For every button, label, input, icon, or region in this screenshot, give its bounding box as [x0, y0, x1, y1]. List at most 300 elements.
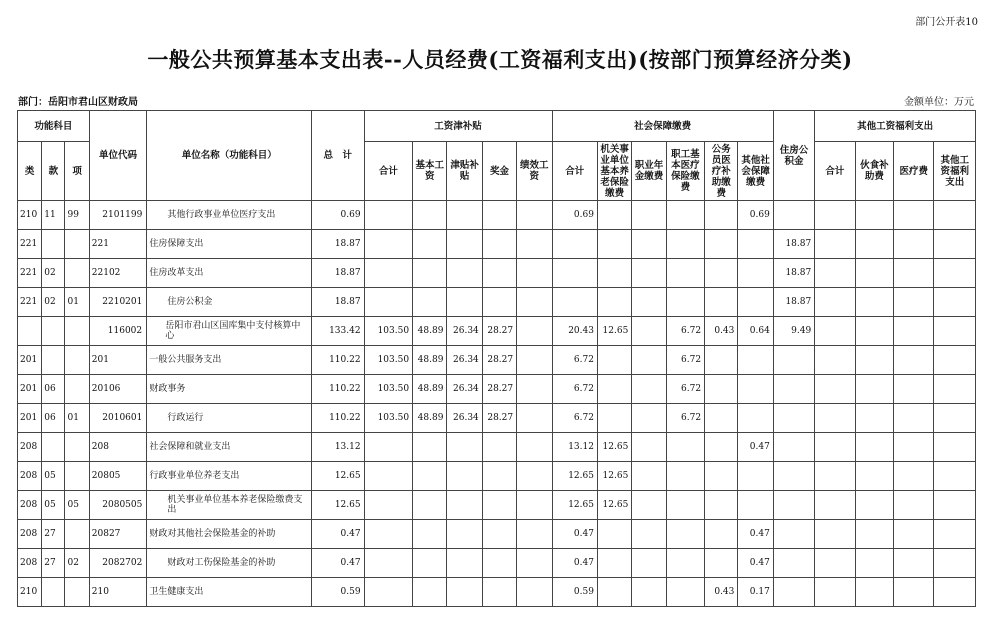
cell-unit-name: 财政对工伤保险基金的补助: [147, 549, 312, 578]
header-housing-fund: 住房公积金: [773, 111, 814, 201]
cell-amount-c14: [855, 317, 893, 346]
cell-amount-total: 0.69: [312, 201, 365, 230]
cell-amount-c12: [773, 375, 814, 404]
cell-amount-c16: [934, 259, 976, 288]
cell-amount-c15: [894, 433, 934, 462]
cell-amount-c14: [855, 549, 893, 578]
header-lei: 类: [18, 142, 42, 201]
cell-unit-name: 卫生健康支出: [147, 578, 312, 607]
cell-amount-c10: [705, 549, 738, 578]
header-unit-name: 单位名称（功能科目）: [147, 111, 312, 201]
cell-amount-c7: [597, 520, 631, 549]
cell-amount-c16: [934, 346, 976, 375]
cell-amount-c9: 6.72: [666, 375, 704, 404]
cell-amount-c4: 28.27: [482, 375, 516, 404]
cell-amount-c5: [517, 375, 552, 404]
cell-unit-code: 2101199: [89, 201, 147, 230]
cell-unit-name: 住房保障支出: [147, 230, 312, 259]
cell-amount-c10: [705, 462, 738, 491]
cell-amount-c6: 0.47: [552, 520, 597, 549]
cell-amount-c10: [705, 230, 738, 259]
cell-amount-c15: [894, 549, 934, 578]
cell-amount-c5: [517, 578, 552, 607]
cell-xiang: 01: [65, 288, 89, 317]
cell-amount-c14: [855, 491, 893, 520]
cell-amount-c16: [934, 201, 976, 230]
cell-amount-c7: 12.65: [597, 433, 631, 462]
cell-amount-c14: [855, 259, 893, 288]
cell-amount-c5: [517, 549, 552, 578]
cell-kuan: [42, 433, 65, 462]
cell-amount-c9: [666, 549, 704, 578]
cell-amount-c12: 18.87: [773, 259, 814, 288]
cell-lei: 201: [18, 346, 42, 375]
header-other-subtotal: 合计: [815, 142, 855, 201]
cell-amount-c11: 0.69: [738, 201, 773, 230]
cell-kuan: 02: [42, 288, 65, 317]
cell-amount-c7: [597, 346, 631, 375]
cell-amount-c11: 0.47: [738, 433, 773, 462]
cell-amount-c8: [632, 433, 666, 462]
cell-amount-c2: 48.89: [413, 317, 447, 346]
cell-amount-c16: [934, 433, 976, 462]
cell-amount-c4: 28.27: [482, 346, 516, 375]
cell-amount-c6: 12.65: [552, 462, 597, 491]
cell-amount-c13: [815, 549, 855, 578]
cell-amount-c11: [738, 288, 773, 317]
header-wage-group: 工资津补贴: [364, 111, 552, 142]
cell-unit-code: 20106: [89, 375, 147, 404]
cell-kuan: 27: [42, 520, 65, 549]
cell-amount-c13: [815, 520, 855, 549]
cell-amount-c4: [482, 491, 516, 520]
cell-unit-code: 22102: [89, 259, 147, 288]
cell-amount-total: 110.22: [312, 346, 365, 375]
cell-amount-c2: [413, 259, 447, 288]
cell-xiang: [65, 259, 89, 288]
cell-amount-total: 12.65: [312, 462, 365, 491]
cell-kuan: 06: [42, 404, 65, 433]
table-row: [18, 520, 976, 549]
table-row: [18, 317, 976, 346]
cell-unit-name: 住房公积金: [147, 288, 312, 317]
cell-amount-c10: 0.43: [705, 317, 738, 346]
cell-amount-c5: [517, 317, 552, 346]
cell-amount-total: 110.22: [312, 404, 365, 433]
cell-amount-c9: [666, 288, 704, 317]
cell-unit-name: 行政事业单位养老支出: [147, 462, 312, 491]
cell-amount-c9: [666, 259, 704, 288]
cell-amount-c11: 0.47: [738, 549, 773, 578]
table-row: [18, 346, 976, 375]
cell-amount-c15: [894, 404, 934, 433]
cell-amount-c10: [705, 491, 738, 520]
cell-lei: 208: [18, 520, 42, 549]
budget-table: [17, 110, 976, 607]
cell-amount-c13: [815, 375, 855, 404]
cell-amount-c14: [855, 346, 893, 375]
cell-amount-c15: [894, 201, 934, 230]
cell-amount-c12: [773, 404, 814, 433]
header-allowance: 津贴补贴: [447, 142, 482, 201]
cell-amount-c8: [632, 375, 666, 404]
header-pension: 机关事业单位基本养老保险缴费: [597, 142, 631, 201]
cell-amount-c13: [815, 201, 855, 230]
cell-kuan: [42, 346, 65, 375]
cell-amount-c16: [934, 491, 976, 520]
cell-amount-c11: [738, 375, 773, 404]
cell-amount-c16: [934, 375, 976, 404]
cell-amount-c13: [815, 491, 855, 520]
cell-amount-c2: [413, 520, 447, 549]
cell-amount-c4: [482, 230, 516, 259]
cell-amount-c1: 103.50: [364, 346, 413, 375]
cell-amount-c3: [447, 230, 482, 259]
cell-amount-c15: [894, 346, 934, 375]
cell-xiang: 05: [65, 491, 89, 520]
header-func-subject: 功能科目: [18, 111, 90, 142]
cell-amount-c12: [773, 578, 814, 607]
cell-amount-c12: [773, 462, 814, 491]
table-row: [18, 230, 976, 259]
cell-amount-c11: [738, 404, 773, 433]
table-row: [18, 259, 976, 288]
cell-amount-c15: [894, 491, 934, 520]
cell-amount-c3: 26.34: [447, 317, 482, 346]
cell-amount-c4: [482, 462, 516, 491]
cell-amount-c7: [597, 230, 631, 259]
cell-amount-c13: [815, 462, 855, 491]
header-other-group: 其他工资福利支出: [815, 111, 976, 142]
cell-amount-c7: 12.65: [597, 491, 631, 520]
cell-amount-c3: [447, 491, 482, 520]
cell-lei: 208: [18, 491, 42, 520]
cell-xiang: [65, 578, 89, 607]
cell-amount-c7: [597, 578, 631, 607]
header-meal-subsidy: 伙食补助费: [855, 142, 893, 201]
header-annuity: 职业年金缴费: [632, 142, 666, 201]
cell-amount-c1: [364, 578, 413, 607]
cell-amount-c3: 26.34: [447, 346, 482, 375]
cell-amount-c3: [447, 201, 482, 230]
form-tag: 部门公开表10: [915, 17, 978, 28]
header-other-social: 其他社会保障缴费: [738, 142, 773, 201]
cell-amount-c2: [413, 578, 447, 607]
cell-amount-c16: [934, 549, 976, 578]
cell-amount-c1: 103.50: [364, 317, 413, 346]
cell-amount-c10: 0.43: [705, 578, 738, 607]
cell-amount-c13: [815, 404, 855, 433]
cell-amount-c8: [632, 201, 666, 230]
cell-amount-c11: [738, 462, 773, 491]
cell-amount-c6: 13.12: [552, 433, 597, 462]
cell-unit-name: 财政对其他社会保险基金的补助: [147, 520, 312, 549]
cell-amount-c2: [413, 491, 447, 520]
cell-amount-c5: [517, 404, 552, 433]
cell-xiang: [65, 462, 89, 491]
cell-amount-c7: [597, 259, 631, 288]
cell-amount-c14: [855, 288, 893, 317]
header-wage-subtotal: 合计: [364, 142, 413, 201]
cell-amount-c12: 18.87: [773, 288, 814, 317]
amount-unit-label: 金额单位：万元: [904, 97, 974, 108]
cell-unit-code: 221: [89, 230, 147, 259]
cell-xiang: [65, 375, 89, 404]
cell-xiang: [65, 433, 89, 462]
cell-unit-code: 116002: [89, 317, 147, 346]
cell-amount-c8: [632, 462, 666, 491]
table-row: [18, 578, 976, 607]
cell-amount-c14: [855, 520, 893, 549]
header-social-subtotal: 合计: [552, 142, 597, 201]
cell-amount-c14: [855, 462, 893, 491]
cell-amount-c13: [815, 259, 855, 288]
cell-amount-c10: [705, 433, 738, 462]
cell-amount-total: 0.47: [312, 520, 365, 549]
cell-amount-c3: [447, 462, 482, 491]
cell-amount-c8: [632, 491, 666, 520]
cell-amount-c8: [632, 549, 666, 578]
cell-amount-total: 133.42: [312, 317, 365, 346]
cell-amount-total: 0.59: [312, 578, 365, 607]
cell-amount-c7: [597, 201, 631, 230]
cell-amount-c1: [364, 230, 413, 259]
cell-amount-c15: [894, 462, 934, 491]
cell-xiang: [65, 230, 89, 259]
cell-amount-c4: [482, 288, 516, 317]
cell-amount-c16: [934, 404, 976, 433]
cell-amount-c6: 0.59: [552, 578, 597, 607]
cell-amount-c8: [632, 404, 666, 433]
cell-amount-c11: [738, 346, 773, 375]
cell-amount-c13: [815, 230, 855, 259]
header-social-group: 社会保障缴费: [552, 111, 773, 142]
cell-lei: [18, 317, 42, 346]
cell-amount-c15: [894, 520, 934, 549]
cell-amount-c9: [666, 491, 704, 520]
cell-amount-c4: [482, 520, 516, 549]
cell-amount-total: 12.65: [312, 491, 365, 520]
cell-amount-c9: [666, 433, 704, 462]
cell-amount-c3: 26.34: [447, 375, 482, 404]
cell-amount-c7: 12.65: [597, 317, 631, 346]
header-other-welfare: 其他工资福利支出: [934, 142, 976, 201]
cell-amount-c2: 48.89: [413, 404, 447, 433]
table-row: [18, 549, 976, 578]
cell-amount-c10: [705, 520, 738, 549]
cell-amount-total: 18.87: [312, 259, 365, 288]
cell-amount-c8: [632, 578, 666, 607]
cell-amount-c3: [447, 288, 482, 317]
header-merit-pay: 绩效工资: [517, 142, 552, 201]
cell-unit-name: 其他行政事业单位医疗支出: [147, 201, 312, 230]
cell-unit-code: 2082702: [89, 549, 147, 578]
cell-amount-c6: 6.72: [552, 346, 597, 375]
cell-amount-c3: [447, 578, 482, 607]
cell-amount-c6: 0.69: [552, 201, 597, 230]
cell-xiang: 99: [65, 201, 89, 230]
cell-amount-c15: [894, 230, 934, 259]
cell-amount-c9: [666, 201, 704, 230]
cell-amount-c3: [447, 259, 482, 288]
page-title: 一般公共预算基本支出表--人员经费(工资福利支出)(按部门预算经济分类): [147, 47, 853, 72]
cell-amount-c6: 0.47: [552, 549, 597, 578]
cell-kuan: 02: [42, 259, 65, 288]
cell-amount-total: 13.12: [312, 433, 365, 462]
cell-amount-c11: 0.17: [738, 578, 773, 607]
cell-amount-c8: [632, 346, 666, 375]
cell-amount-c6: 20.43: [552, 317, 597, 346]
cell-amount-c12: [773, 433, 814, 462]
cell-unit-name: 财政事务: [147, 375, 312, 404]
cell-amount-c9: 6.72: [666, 404, 704, 433]
cell-lei: 208: [18, 433, 42, 462]
cell-amount-c4: 28.27: [482, 317, 516, 346]
cell-amount-c1: [364, 288, 413, 317]
cell-amount-c13: [815, 288, 855, 317]
cell-amount-total: 110.22: [312, 375, 365, 404]
header-xiang: 项: [65, 142, 89, 201]
cell-amount-c12: [773, 201, 814, 230]
cell-amount-c1: [364, 433, 413, 462]
cell-amount-c10: [705, 288, 738, 317]
cell-amount-c16: [934, 520, 976, 549]
cell-amount-c6: [552, 259, 597, 288]
cell-amount-c1: [364, 491, 413, 520]
cell-amount-c5: [517, 230, 552, 259]
cell-amount-c7: [597, 404, 631, 433]
cell-amount-c4: [482, 201, 516, 230]
cell-amount-c4: [482, 549, 516, 578]
cell-amount-c5: [517, 259, 552, 288]
cell-amount-c1: 103.50: [364, 375, 413, 404]
cell-amount-c7: 12.65: [597, 462, 631, 491]
cell-amount-c16: [934, 462, 976, 491]
cell-amount-c15: [894, 578, 934, 607]
cell-amount-c5: [517, 288, 552, 317]
cell-amount-c15: [894, 317, 934, 346]
cell-amount-c12: 18.87: [773, 230, 814, 259]
header-medical: 职工基本医疗保险缴费: [666, 142, 704, 201]
cell-amount-c5: [517, 462, 552, 491]
cell-amount-c2: 48.89: [413, 346, 447, 375]
cell-amount-c10: [705, 259, 738, 288]
cell-kuan: 27: [42, 549, 65, 578]
cell-amount-c15: [894, 259, 934, 288]
cell-amount-c13: [815, 433, 855, 462]
cell-xiang: 02: [65, 549, 89, 578]
cell-amount-c16: [934, 317, 976, 346]
cell-amount-c5: [517, 201, 552, 230]
cell-amount-c1: [364, 462, 413, 491]
header-civil-medical: 公务员医疗补助缴费: [705, 142, 738, 201]
cell-kuan: [42, 317, 65, 346]
cell-amount-c13: [815, 317, 855, 346]
table-body: [18, 201, 976, 607]
cell-amount-c3: [447, 433, 482, 462]
cell-amount-c6: [552, 288, 597, 317]
cell-kuan: 05: [42, 491, 65, 520]
cell-lei: 210: [18, 201, 42, 230]
cell-amount-c11: [738, 491, 773, 520]
cell-amount-c6: [552, 230, 597, 259]
cell-amount-c2: [413, 433, 447, 462]
cell-amount-c5: [517, 433, 552, 462]
cell-amount-c10: [705, 346, 738, 375]
cell-unit-name: 岳阳市君山区国库集中支付核算中心: [147, 317, 312, 346]
cell-lei: 221: [18, 288, 42, 317]
table-row: [18, 433, 976, 462]
cell-unit-code: 201: [89, 346, 147, 375]
cell-amount-c12: [773, 346, 814, 375]
cell-amount-c8: [632, 230, 666, 259]
cell-amount-c6: 12.65: [552, 491, 597, 520]
cell-amount-c9: [666, 462, 704, 491]
table-row: [18, 491, 976, 520]
cell-unit-code: 2080505: [89, 491, 147, 520]
cell-amount-c11: 0.64: [738, 317, 773, 346]
cell-amount-c8: [632, 317, 666, 346]
cell-amount-c11: [738, 259, 773, 288]
header-bonus: 奖金: [482, 142, 516, 201]
cell-amount-c4: 28.27: [482, 404, 516, 433]
cell-amount-c7: [597, 288, 631, 317]
cell-amount-c2: [413, 230, 447, 259]
table-row: [18, 375, 976, 404]
cell-amount-c2: [413, 462, 447, 491]
table-row: [18, 288, 976, 317]
cell-amount-c4: [482, 433, 516, 462]
cell-amount-c2: [413, 549, 447, 578]
header-unit-code: 单位代码: [89, 111, 147, 201]
table-row: [18, 462, 976, 491]
cell-amount-c1: [364, 259, 413, 288]
cell-amount-c15: [894, 375, 934, 404]
cell-unit-name: 机关事业单位基本养老保险缴费支出: [147, 491, 312, 520]
cell-amount-c10: [705, 404, 738, 433]
cell-unit-name: 一般公共服务支出: [147, 346, 312, 375]
cell-amount-c9: 6.72: [666, 346, 704, 375]
cell-amount-c8: [632, 259, 666, 288]
cell-amount-c16: [934, 578, 976, 607]
cell-lei: 221: [18, 230, 42, 259]
cell-amount-c12: [773, 491, 814, 520]
cell-xiang: [65, 346, 89, 375]
cell-xiang: [65, 317, 89, 346]
cell-unit-name: 社会保障和就业支出: [147, 433, 312, 462]
cell-amount-total: 0.47: [312, 549, 365, 578]
cell-amount-c12: [773, 520, 814, 549]
cell-unit-name: 住房改革支出: [147, 259, 312, 288]
cell-unit-name: 行政运行: [147, 404, 312, 433]
cell-amount-c7: [597, 375, 631, 404]
cell-amount-c14: [855, 578, 893, 607]
cell-amount-c6: 6.72: [552, 404, 597, 433]
cell-amount-c3: [447, 520, 482, 549]
header-medical-fee: 医疗费: [894, 142, 934, 201]
cell-amount-c1: [364, 201, 413, 230]
cell-amount-c5: [517, 491, 552, 520]
cell-amount-c16: [934, 230, 976, 259]
cell-amount-c14: [855, 433, 893, 462]
cell-amount-c15: [894, 288, 934, 317]
cell-amount-c14: [855, 230, 893, 259]
cell-amount-c9: [666, 520, 704, 549]
cell-amount-c3: 26.34: [447, 404, 482, 433]
cell-amount-c14: [855, 201, 893, 230]
cell-lei: 208: [18, 549, 42, 578]
header-kuan: 款: [42, 142, 65, 201]
